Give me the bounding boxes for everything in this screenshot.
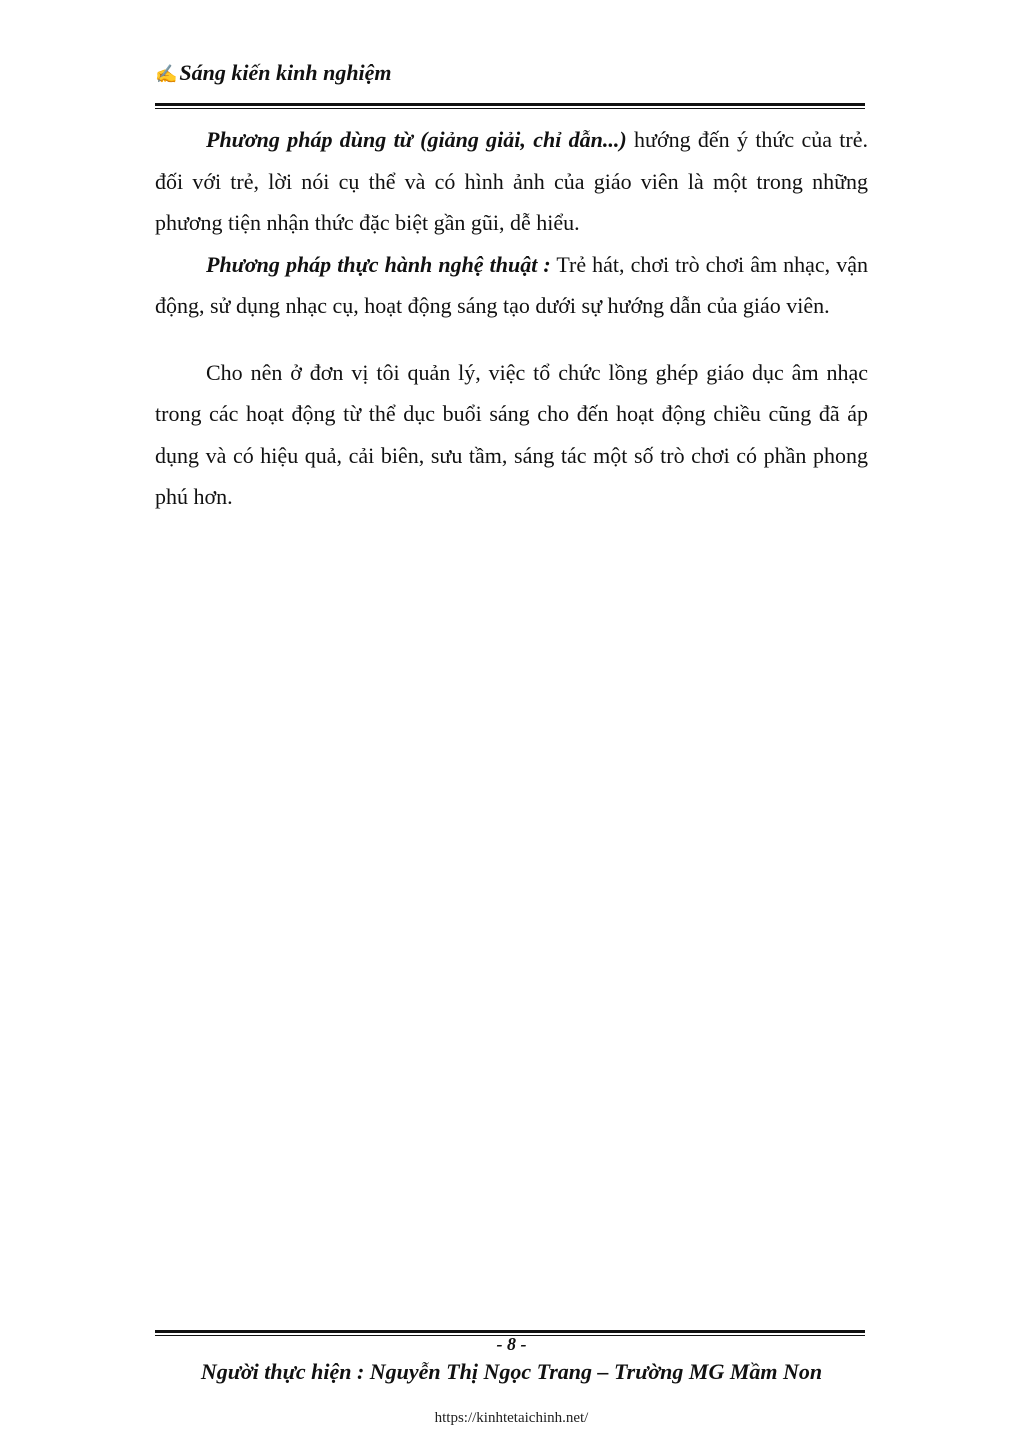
document-body [155,119,868,518]
paragraph-art-practice-method [155,244,868,327]
paragraph-verbal-method-heading: Phương pháp dùng từ (giảng giải, chỉ dẫn...) [206,127,627,152]
paragraph-verbal-method [155,119,868,244]
page-header [155,60,392,86]
footer-author: Người thực hiện : Nguyễn Thị Ngọc Trang – Trường MG Mầm Non [200,1359,823,1384]
footer-url[interactable]: https://kinhtetaichinh.net/ [434,1410,589,1426]
header-title: Sáng kiến kinh nghiệm [179,60,392,85]
paragraph-verbal-method-text: hướng đến ý thức của trẻ. đối với trẻ, lời nói cụ thể và có hình ảnh của giáo viên là một trong những phương tiện nhận thức đặc biệt gần gũi, dễ hiểu. [155,127,868,235]
paragraph-conclusion: Cho nên ở đơn vị tôi quản lý, việc tổ chức lồng ghép giáo dục âm nhạc trong các hoạt động từ thể dục buổi sáng cho đến hoạt động chiều cũng đã áp dụng và có hiệu quả, cải biên, sưu tầm, sáng tác một số trò chơi có phần phong phú hơn. [155,359,868,509]
writing-hand-icon: ✍ [155,63,178,84]
header-divider [155,103,865,109]
paragraph-art-practice-heading: Phương pháp thực hành nghệ thuật : [206,251,551,277]
paragraph-art-practice-text: Trẻ hát, chơi trò chơi âm nhạc, vận động, sử dụng nhạc cụ, hoạt động sáng tạo dưới sự hướng dẫn của giáo viên. [155,251,868,318]
page-number: - 8 - [496,1334,527,1354]
